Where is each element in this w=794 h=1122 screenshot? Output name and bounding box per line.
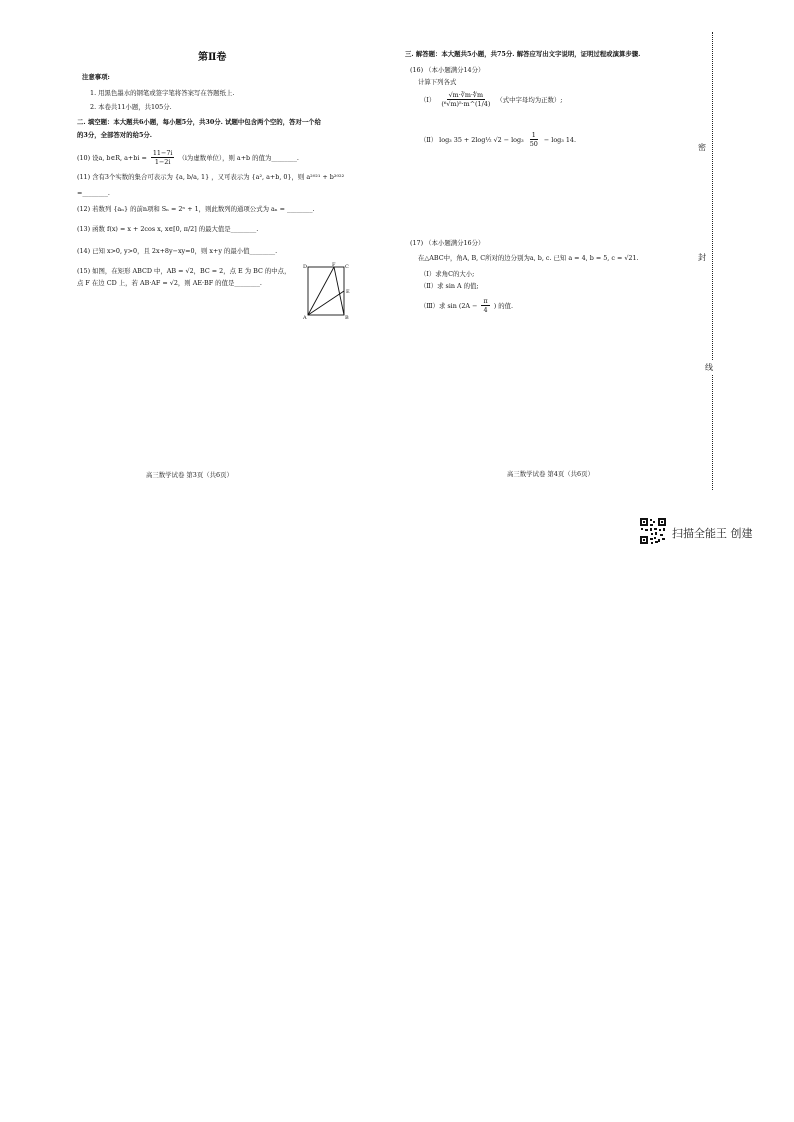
rectangle-figure	[300, 262, 352, 320]
q16-1-label: （Ⅰ）	[420, 95, 436, 104]
q11-suffix: ，又可表示为 {a², a+b, 0}，则 a²⁰²¹ + b²⁰²²	[211, 173, 345, 181]
q11-answer-blank: =________.	[77, 189, 110, 197]
binding-mark-close: 封	[698, 250, 706, 265]
fig-label-f: F	[332, 262, 336, 268]
q16-part-2	[420, 132, 576, 148]
q16-1-denominator: (⁶√m)⁵·m^(1/4)	[441, 100, 491, 109]
q16-intro: 计算下列各式	[418, 78, 457, 86]
q17-3-open: (2A −	[458, 301, 478, 310]
q16-1-fraction	[439, 92, 492, 108]
q16-2-numerator: 1	[531, 131, 536, 139]
question-15-line-1: (15) 如图，在矩形 ABCD 中，AB = √2，BC = 2，点 E 为 BC 的中点，	[77, 267, 291, 275]
q16-2-label: （Ⅱ）	[420, 135, 438, 144]
q10-denominator: 1−2i	[154, 158, 171, 167]
q11-prefix: (11) 含有3个实数的集合可表示为	[77, 173, 173, 181]
fig-label-e: E	[346, 289, 350, 295]
qr-code-icon	[640, 518, 666, 544]
question-11	[77, 174, 344, 180]
binding-dotted-line	[712, 32, 713, 490]
part-header-line-1: 二. 填空题：本大题共6小题，每小题5分，共30分. 试题中包含两个空的，答对一个给	[77, 118, 321, 126]
q16-2-expr-b: − log₃ 14.	[543, 135, 577, 144]
q16-2-fraction	[528, 132, 540, 148]
q10-numerator: 11−7i	[152, 149, 173, 157]
question-15-line-2: 点 F 在边 CD 上，若 AB·AF = √2，则 AE·BF 的值是________.	[77, 279, 262, 287]
question-14: (14) 已知 x>0, y>0，且 2x+8y−xy=0，则 x+y 的最小值________.	[77, 247, 278, 255]
q17-3-numerator: π	[483, 297, 488, 305]
q16-1-note: （式中字母均为正数）;	[496, 95, 563, 104]
fig-label-b: B	[345, 315, 349, 320]
right-page-footer: 高三数学试卷 第4页（共6页）	[507, 470, 594, 478]
binding-mark-line: 线	[705, 360, 713, 375]
fig-label-d: D	[303, 264, 308, 270]
q16-2-expr-a: log₃ 35 + 2log½ √2 − log₃	[439, 135, 524, 144]
part-header-line-2: 的3分，全部答对的给5分.	[77, 131, 153, 139]
solutions-header: 三. 解答题：本大题共5小题，共75分. 解答应写出文字说明，证明过程或演算步骤.	[405, 50, 641, 58]
q10-prefix: (10) 设a, b∈R, a+bi =	[77, 153, 147, 162]
q16-1-numerator: √m·∛m·∜m	[448, 91, 484, 99]
q17-item-2: （Ⅱ）求 sin A 的值;	[420, 282, 479, 290]
section-title: 第Ⅱ卷	[198, 52, 227, 63]
q17-item-3	[420, 298, 513, 314]
q17-3-close: ) 的值.	[493, 301, 514, 310]
q16-2-denominator: 50	[529, 140, 538, 149]
q16-heading: (16) （本小题满分14分）	[410, 66, 485, 74]
q16-part-1	[420, 92, 562, 108]
q11-set: {a, b/a, 1}	[174, 173, 210, 181]
left-page-footer: 高三数学试卷 第3页（共6页）	[146, 471, 233, 479]
q17-3-prefix: （Ⅲ）求 sin	[420, 301, 457, 310]
notice-title: 注意事项:	[82, 73, 110, 81]
fig-label-a: A	[303, 315, 307, 320]
q17-heading: (17) （本小题满分16分）	[410, 239, 485, 247]
q10-suffix: （i为虚数单位），则 a+b 的值为________.	[178, 153, 299, 162]
q17-item-1: （Ⅰ）求角C的大小;	[420, 270, 475, 278]
q17-3-denominator: 4	[483, 306, 488, 315]
notice-item-2: 2. 本卷共11小题，共105分.	[90, 103, 172, 111]
binding-mark-seal: 密	[698, 140, 706, 155]
question-12: (12) 若数列 {aₙ} 的前n项和 Sₙ = 2ⁿ + 1，则此数列的通项公式为 aₙ = ________.	[77, 205, 315, 213]
question-10	[77, 150, 299, 166]
q17-3-fraction	[481, 298, 489, 314]
watermark-text: 扫描全能王 创建	[672, 527, 753, 540]
question-13: (13) 函数 f(x) = x + 2cos x, x∈[0, π/2] 的最大值是________.	[77, 225, 259, 233]
notice-item-1: 1. 用黑色墨水的钢笔或签字笔将答案写在答题纸上.	[90, 89, 235, 97]
q10-fraction	[151, 150, 175, 166]
fig-label-c: C	[345, 264, 349, 270]
q17-text: 在△ABC中，角A, B, C所对的边分别为a, b, c. 已知 a = 4, b = 5, c = √21.	[418, 254, 639, 262]
